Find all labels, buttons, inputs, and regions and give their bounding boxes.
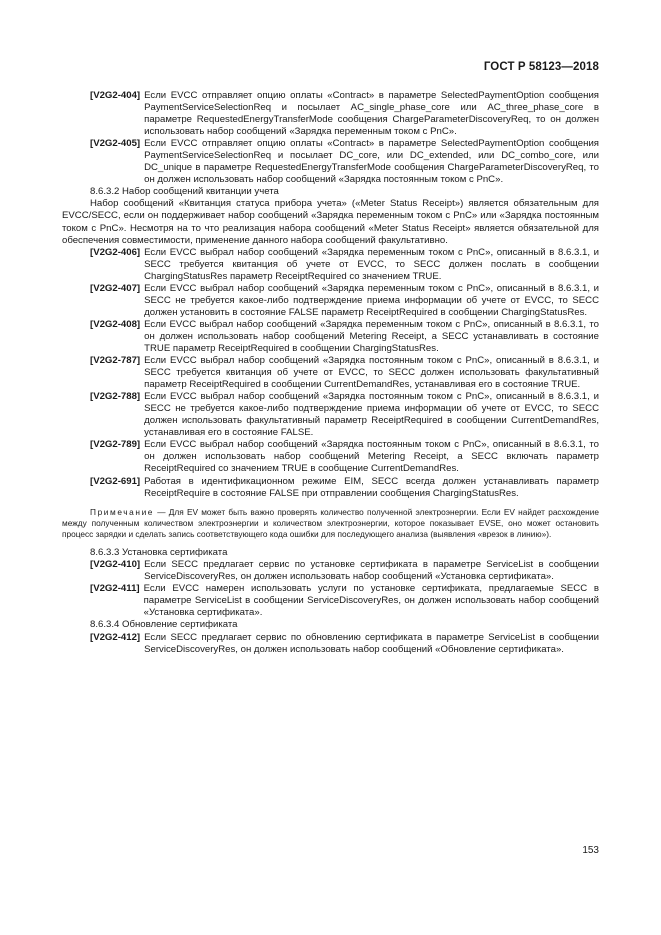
- requirement-text: Если EVCC выбрал набор сообщений «Зарядка переменным током с PnC», описанный в 8.6.3.1, и SECC требуется квитанция об учете от EVCC, то SECC должен послать в сообщении ChargingStatusRes параметр ReceiptRequired со значением TRUE.: [144, 246, 599, 282]
- requirement-id: [V2G2-404]: [90, 90, 141, 101]
- document-body: [62, 90, 599, 656]
- note-text: — Для EV может быть важно проверять количество полученной электроэнергии. Если EV найдет расхождение между полученным количеством электроэнергии и количеством электроэнергии, которое показывает EVSE, оно может остановить процесс зарядки и сделать запись соответствующего кода ошибки для последующего анализа (выявления «врезок в линию»).: [62, 506, 599, 539]
- requirement-item: [90, 439, 599, 475]
- requirement-text: Если EVCC выбрал набор сообщений «Зарядка постоянным током с PnC», описанный в 8.6.3.1, и SECC не требуется какое-либо подтверждение приема информации об учете от EVCC, то SECC должен использовать факультативный параметр ReceiptRequired в сообщении CurrentDemandRes, устанавливая его в состояние FALSE.: [144, 391, 599, 439]
- note-label: Примечание: [90, 506, 155, 517]
- paragraph: [62, 198, 599, 246]
- section-heading: 8.6.3.4 Обновление сертификата: [90, 619, 238, 631]
- requirement-item: [90, 138, 599, 186]
- requirement-item: [90, 583, 599, 619]
- requirement-item: [90, 632, 599, 656]
- page-number: 153: [582, 845, 599, 856]
- requirement-item: [90, 90, 599, 138]
- requirement-id: [V2G2-788]: [90, 391, 141, 403]
- requirement-id: [V2G2-412]: [90, 631, 141, 643]
- requirement-text: Если EVCC выбрал набор сообщений «Зарядка постоянным током с PnC», описанный в 8.6.3.1, то он должен использовать набор сообщений Metering Receipt, а SECC включать параметр ReceiptRequired со значением TRUE в сообщение CurrentDemandRes.: [144, 439, 599, 475]
- requirement-text: Если EVCC отправляет опцию оплаты «Contract» в параметре SelectedPaymentOption сообщения PaymentServiceSelectionReq и посылает DC_core, или DC_extended, или DC_combo_core, или DC_unique в параметре RequestedEnergyTransferMode сообщения ChargeParameterDiscoveryReq, то он должен использовать набор сообщений «Зарядка постоянным током с PnC».: [144, 138, 599, 186]
- requirement-text: Если SECC предлагает сервис по обновлению сертификата в параметре ServiceList в сообщении ServiceDiscoveryRes, он должен использовать набор сообщений «Обновление сертификата».: [144, 631, 599, 655]
- requirement-text: Если EVCC выбрал набор сообщений «Зарядка переменным током с PnC», описанный в 8.6.3.1, и SECC не требуется какое-либо подтверждение приема информации об учете от EVCC, то SECC должен установить в состояние FALSE параметр ReceiptRequired в сообщении ChargingStatusRes.: [144, 282, 599, 318]
- requirement-text: Если SECC предлагает сервис по установке сертификата в параметре ServiceList в сообщении ServiceDiscoveryRes, он должен использовать набор сообщений «Установка сертификата».: [144, 559, 599, 583]
- requirement-item: [90, 283, 599, 319]
- requirement-id: [V2G2-408]: [90, 318, 141, 330]
- requirement-text: Если EVCC намерен использовать услуги по установке сертификата, предлагаемые SECC в параметре ServiceList в сообщении ServiceDiscoveryRes, он должен использовать набор сообщений «Установка сертификата».: [143, 583, 599, 619]
- requirement-item: [90, 559, 599, 583]
- requirement-id: [V2G2-407]: [90, 282, 141, 294]
- requirement-item: [90, 247, 599, 283]
- requirement-id: [V2G2-787]: [90, 355, 141, 367]
- requirement-item: [90, 355, 599, 391]
- requirement-id: [V2G2-789]: [90, 439, 141, 451]
- requirement-item: [90, 391, 599, 439]
- section-heading: 8.6.3.3 Установка сертификата: [90, 547, 228, 559]
- requirement-id: [V2G2-691]: [90, 475, 141, 487]
- requirement-id: [V2G2-411]: [90, 583, 140, 595]
- note: [62, 507, 599, 541]
- section-heading: 8.6.3.2 Набор сообщений квитанции учета: [90, 186, 279, 198]
- requirement-text: Если EVCC выбрал набор сообщений «Зарядка переменным током с PnC», описанный в 8.6.3.1, то он должен использовать набор сообщений Metering Receipt, а SECC устанавливать в состояние TRUE параметр ReceiptRequired в сообщении ChargingStatusRes.: [144, 318, 599, 354]
- document-standard-number: ГОСТ Р 58123—2018: [483, 61, 599, 73]
- requirement-text: Если EVCC выбрал набор сообщений «Зарядка постоянным током с PnC», описанный в 8.6.3.1, и SECC требуется квитанция об учете от EVCC, то SECC должен использовать факультативный параметр ReceiptRequired в сообщении CurrentDemandRes, устанавливая его в состояние TRUE.: [144, 355, 599, 391]
- paragraph-text: Набор сообщений «Квитанция статуса прибора учета» («Meter Status Receipt») является обязательным для EVCC/SECC, если он поддерживает набор сообщений «Зарядка переменным током с PnC» или «Зарядка постоянным током с PnC». Несмотря на то что реализация набора сообщений «Meter Status Receipt» является обязательной для обеспечения совместимости, применение данного набора сообщений факультативно.: [62, 198, 599, 246]
- requirement-id: [V2G2-410]: [90, 559, 141, 571]
- requirement-id: [V2G2-405]: [90, 138, 141, 150]
- requirement-text: Если EVCC отправляет опцию оплаты «Contract» в параметре SelectedPaymentOption сообщения PaymentServiceSelectionReq и посылает AC_single_phase_core или AC_three_phase_core в параметре RequestedEnergyTransferMode сообщения ChargeParameterDiscoveryReq, то он должен использовать набор сообщений «Зарядка переменным током с PnC».: [144, 90, 599, 138]
- requirement-item: [90, 319, 599, 355]
- requirement-id: [V2G2-406]: [90, 246, 141, 258]
- requirement-item: [90, 476, 599, 500]
- requirement-text: Работая в идентификационном режиме EIM, SECC всегда должен устанавливать параметр ReceiptRequire в состояние FALSE при отправлении сообщения ChargingStatusRes.: [144, 475, 599, 499]
